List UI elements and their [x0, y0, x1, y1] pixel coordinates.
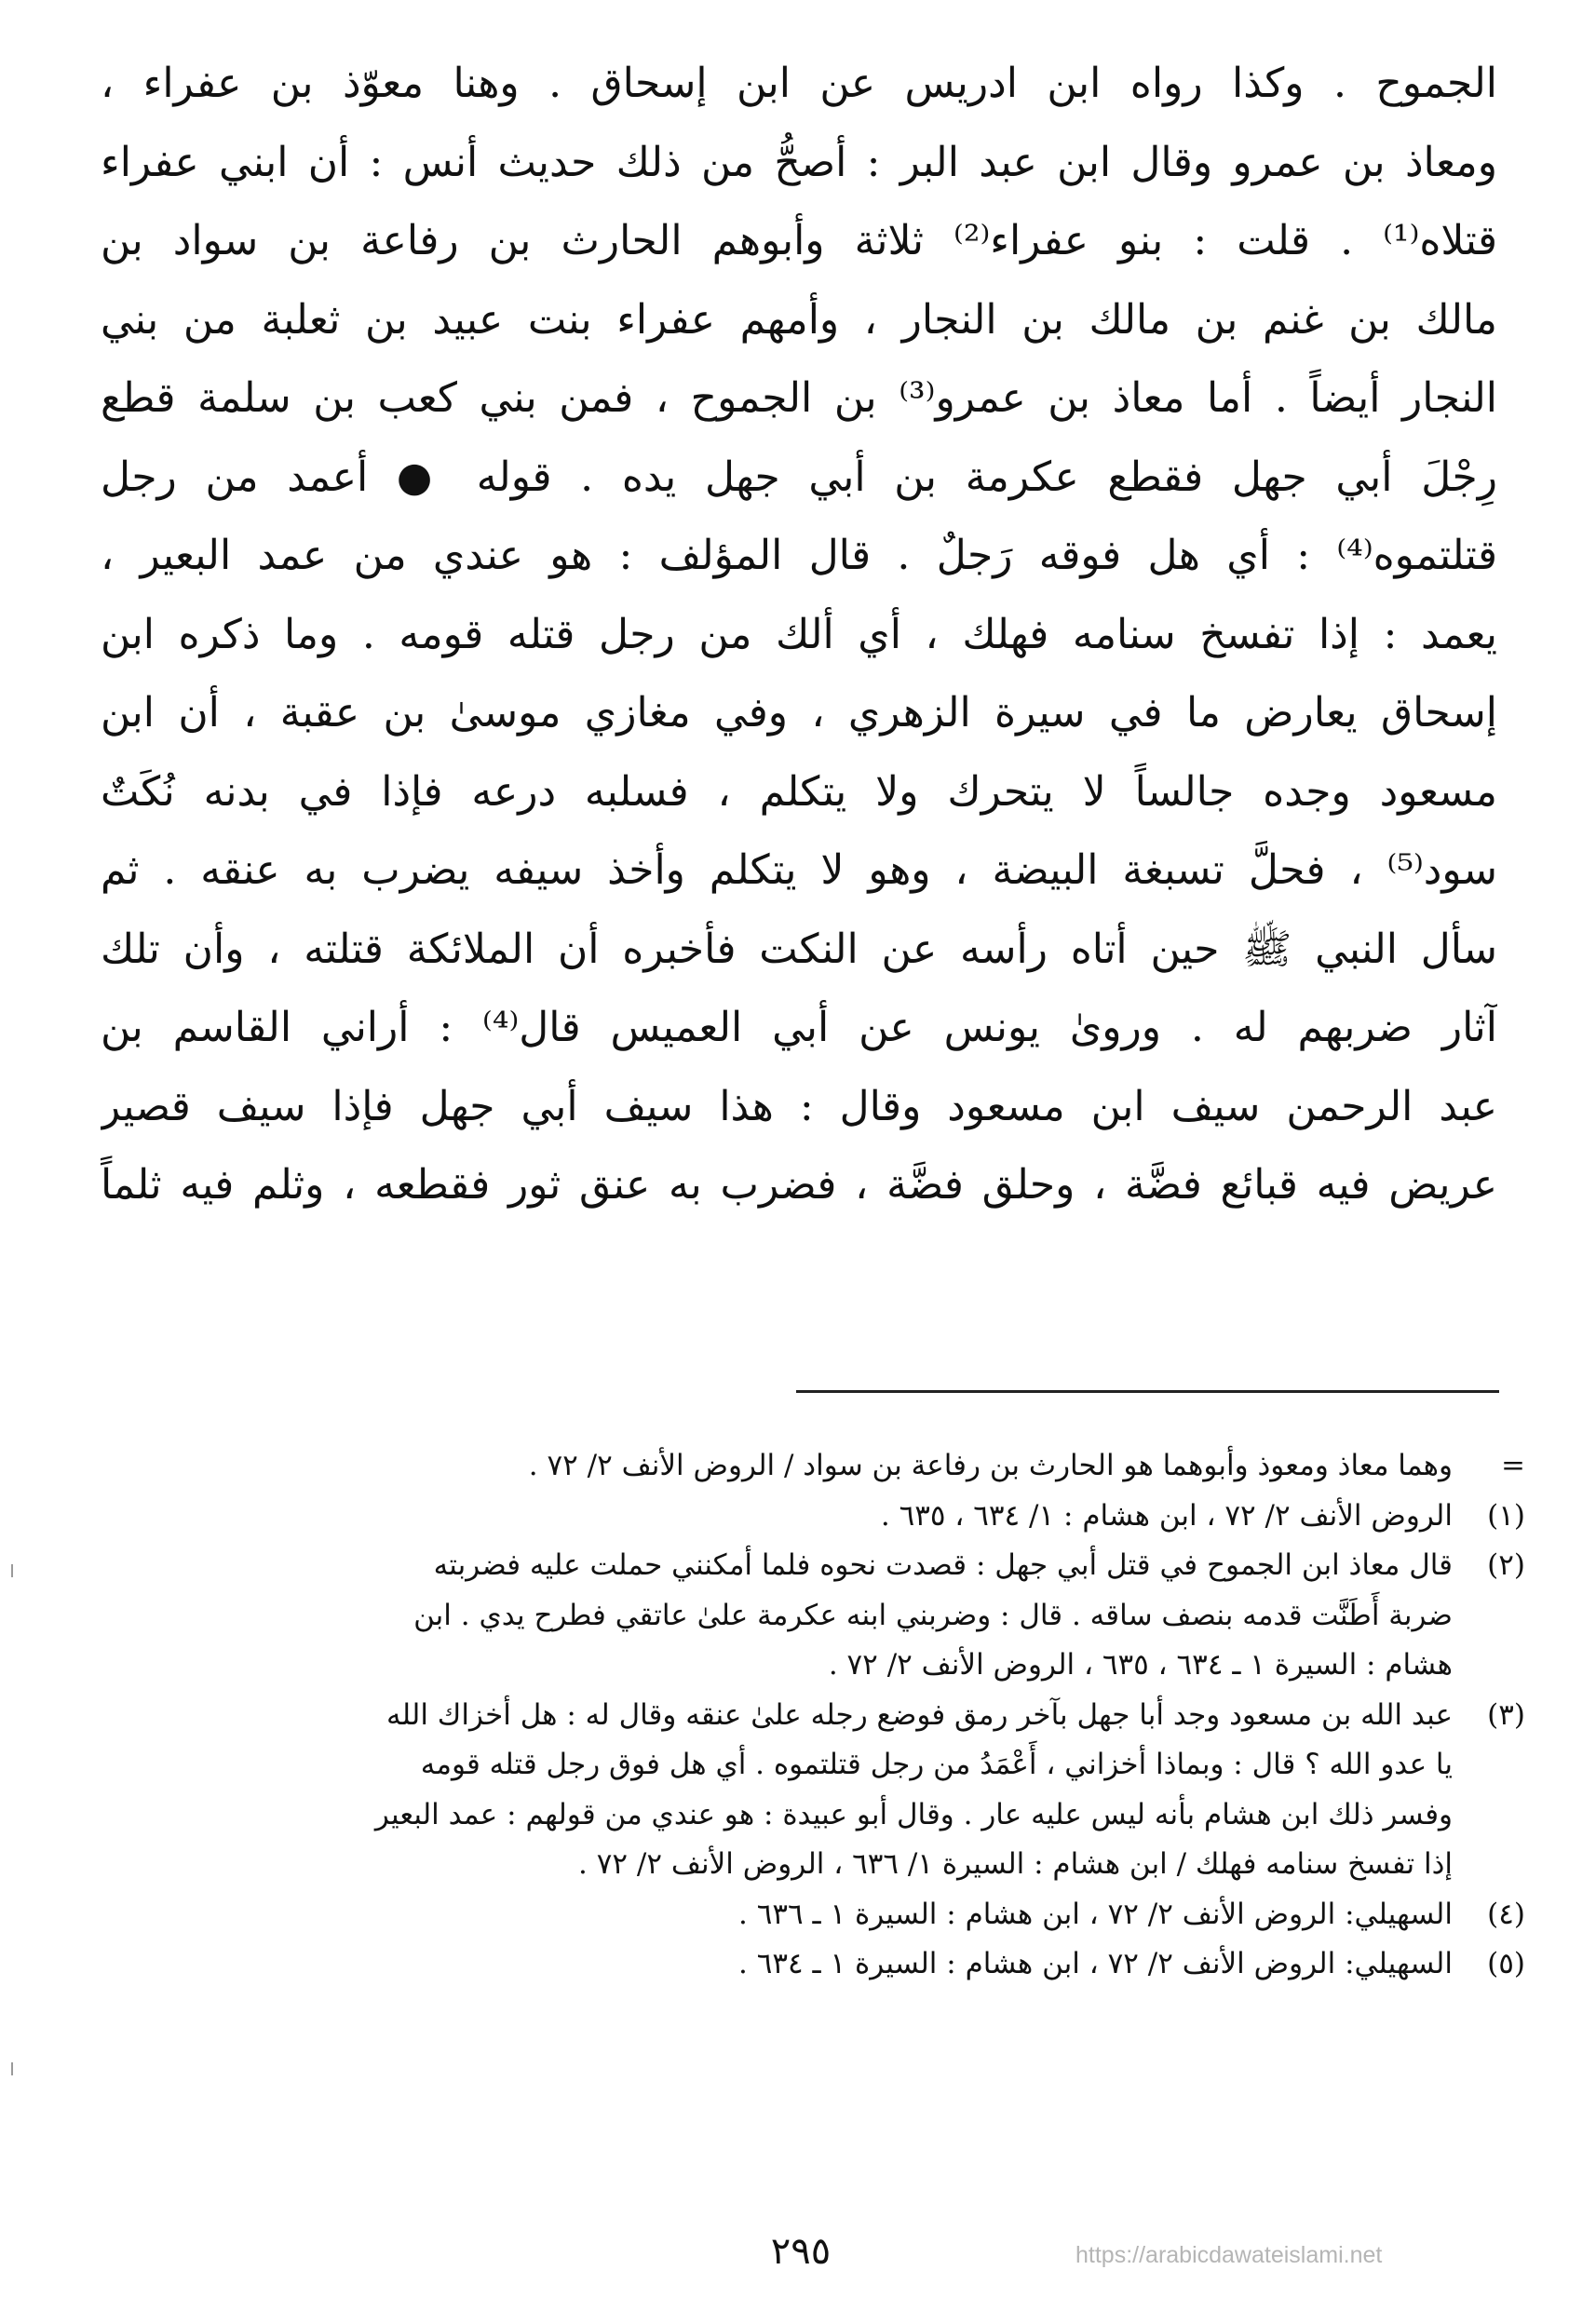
body-line: عبد الرحمن سيف ابن مسعود وقال : هذا سيف أبي جهل فإذا سيف قصير [101, 1082, 1497, 1130]
body-line: قتلتموه⁽⁴⁾ : أي هل فوقه رَجلٌ . قال المؤلف : هو عندي من عمد البعير ، [101, 532, 1497, 579]
body-line: مسعود وجده جالساً لا يتحرك ولا يتكلم ، فسلبه درعه فإذا في بدنه نُكَتٌ [101, 767, 1497, 816]
page-number: ٢٩٥ [770, 2230, 832, 2273]
scan-speck [11, 2062, 13, 2075]
footnote-body [101, 1541, 1453, 1691]
body-line: قتلاه⁽¹⁾ . قلت : بنو عفراء⁽²⁾ ثلاثة وأبوهم الحارث بن رفاعة بن سواد بن [101, 217, 1497, 264]
footnote-body [101, 1890, 1453, 1940]
body-line: عريض فيه قبائع فضَّة ، وحلق فضَّة ، فضرب به عنق ثور فقطعه ، وثلم فيه ثلماً [101, 1161, 1497, 1209]
footnote-line: قال معاذ ابن الجموح في قتل أبي جهل : قصدت نحوه فلما أمكنني حملت عليه فضربته [433, 1548, 1453, 1582]
footnote-body [101, 1691, 1453, 1890]
footnote-4 [101, 1890, 1525, 1940]
body-line: سأل النبي ﷺ حين أتاه رأسه عن النكت فأخبره أن الملائكة قتلته ، وأن تلك [101, 925, 1497, 973]
footnote-body [101, 1441, 1453, 1492]
footnote-5 [101, 1939, 1525, 1990]
footnote-line: يا عدو الله ؟ قال : وبماذا أخزاني ، أَعْمَدُ من رجل قتلتموه . أي هل فوق رجل قتله قومه [420, 1748, 1453, 1781]
body-line: مالك بن غنم بن مالك بن النجار ، وأمهم عفراء بنت عبيد بن ثعلبة من بني [101, 295, 1497, 344]
scan-speck [11, 1564, 13, 1577]
body-line: ومعاذ بن عمرو وقال ابن عبد البر : أصحُّ من ذلك حديث أنس : أن ابني عفراء [101, 138, 1497, 186]
watermark-url: https://arabicdawateislami.net [1075, 2242, 1383, 2268]
footnote-marker: (١) [1487, 1498, 1525, 1533]
footnote-line: إذا تفسخ سنامه فهلك / ابن هشام : السيرة ١/ ٦٣٦ ، الروض الأنف ٢/ ٧٢ . [578, 1847, 1453, 1881]
footnote-separator-rule [796, 1390, 1499, 1393]
body-line: رِجْلَ أبي جهل فقطع عكرمة بن أبي جهل يده . قوله ● أعمد من رجل [101, 453, 1497, 501]
footnote-3 [101, 1691, 1525, 1890]
footnote-marker: (٥) [1487, 1947, 1525, 1980]
footnote-2 [101, 1541, 1525, 1691]
footnote-continuation [101, 1441, 1525, 1492]
footnote-line: ضربة أَطَنَّت قدمه بنصف ساقه . قال : وضربني ابنه عكرمة علىٰ عاتقي فطرح يدي . ابن [413, 1598, 1453, 1632]
footnote-line: هشام : السيرة ١ ـ ٦٣٤ ، ٦٣٥ ، الروض الأنف ٢/ ٧٢ . [828, 1648, 1453, 1682]
footnote-marker: (٤) [1487, 1897, 1525, 1931]
body-line: يعمد : إذا تفسخ سنامه فهلك ، أي ألك من رجل قتله قومه . وما ذكره ابن [101, 610, 1497, 658]
body-line: آثار ضربهم له . وروىٰ يونس عن أبي العميس قال⁽⁴⁾ : أراني القاسم بن [101, 1004, 1497, 1051]
footnotes-section [101, 1441, 1525, 1990]
main-body-text [101, 45, 1497, 1225]
footnote-line: السهيلي: الروض الأنف ٢/ ٧٢ ، ابن هشام : السيرة ١ ـ ٦٣٦ . [738, 1897, 1453, 1931]
footnote-line: السهيلي: الروض الأنف ٢/ ٧٢ ، ابن هشام : السيرة ١ ـ ٦٣٤ . [738, 1947, 1453, 1980]
body-line: إسحاق يعارض ما في سيرة الزهري ، وفي مغازي موسىٰ بن عقبة ، أن ابن [101, 689, 1497, 736]
footnote-marker: (٣) [1487, 1697, 1525, 1732]
footnote-1 [101, 1492, 1525, 1542]
footnote-marker: (٢) [1487, 1548, 1525, 1582]
footnote-marker: = [1501, 1449, 1525, 1482]
footnote-line: الروض الأنف ٢/ ٧٢ ، ابن هشام : ١/ ٦٣٤ ، ٦٣٥ . [880, 1498, 1453, 1533]
footnote-line: عبد الله بن مسعود وجد أبا جهل بآخر رمق فوضع رجله علىٰ عنقه وقال له : هل أخزاك الله [386, 1697, 1453, 1732]
footnote-body [101, 1492, 1453, 1542]
footnote-line: وفسر ذلك ابن هشام بأنه ليس عليه عار . وقال أبو عبيدة : هو عندي من قولهم : عمد البعير [374, 1797, 1453, 1831]
footnote-line: وهما معاذ ومعوذ وأبوهما هو الحارث بن رفاعة بن سواد / الروض الأنف ٢/ ٧٢ . [528, 1449, 1453, 1482]
body-line: النجار أيضاً . أما معاذ بن عمرو⁽³⁾ بن الجموح ، فمن بني كعب بن سلمة قطع [101, 374, 1497, 422]
body-line: سود⁽⁵⁾ ، فحلَّ تسبغة البيضة ، وهو لا يتكلم وأخذ سيفه يضرب به عنقه . ثم [101, 846, 1497, 894]
body-line: الجموح . وكذا رواه ابن ادريس عن ابن إسحاق . وهنا معوّذ بن عفراء ، [101, 60, 1497, 107]
footnote-body [101, 1939, 1453, 1990]
